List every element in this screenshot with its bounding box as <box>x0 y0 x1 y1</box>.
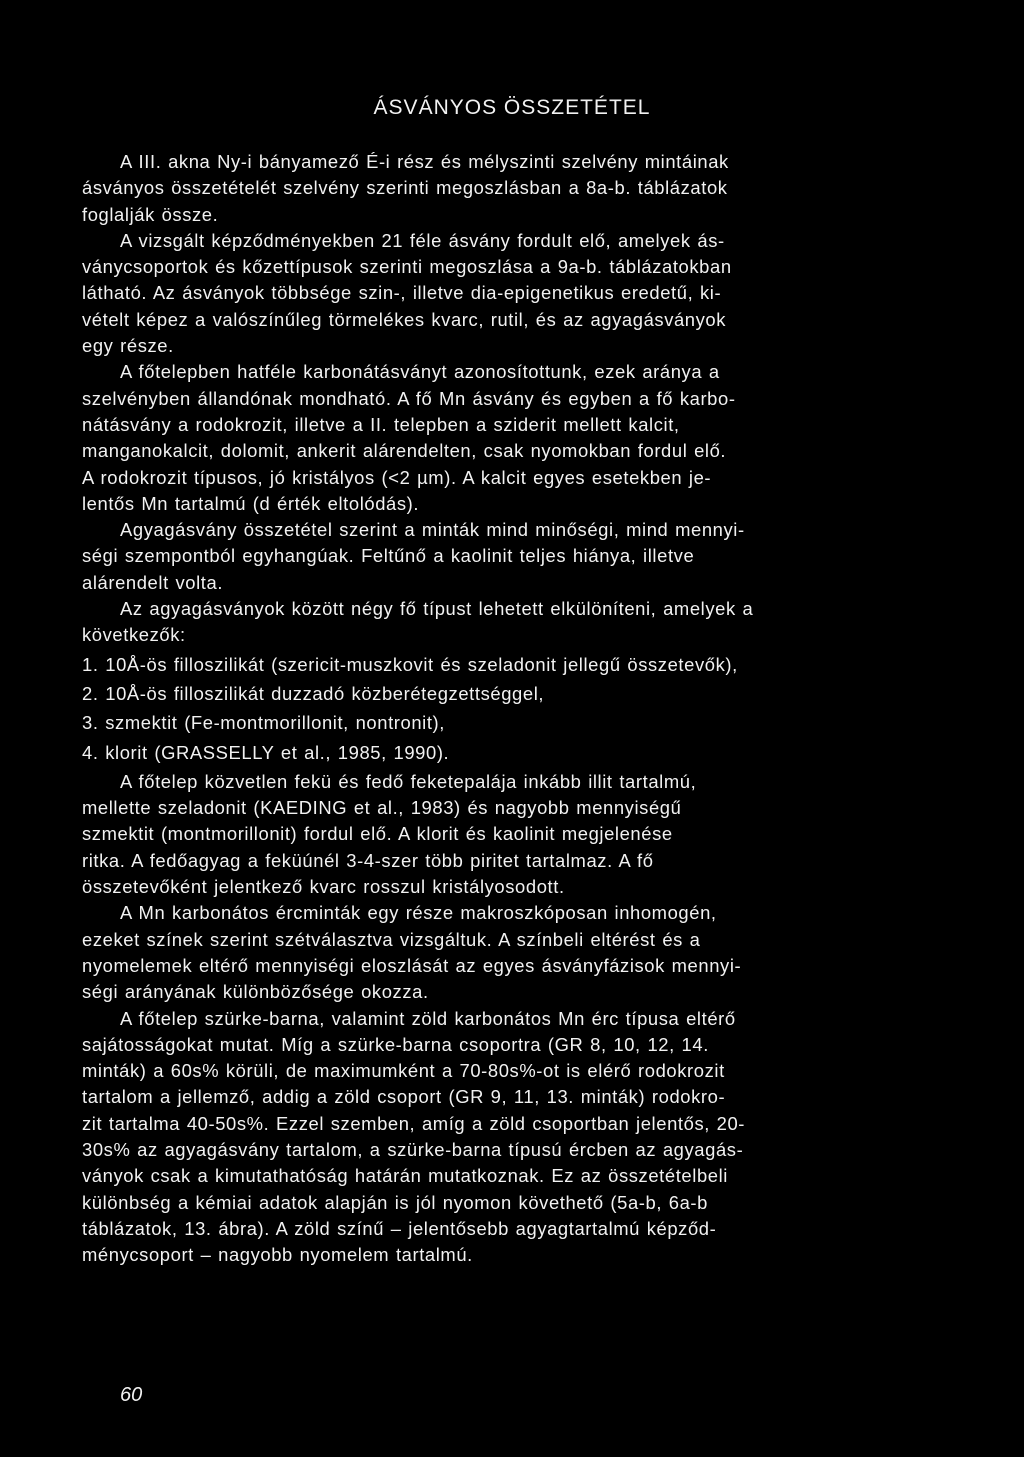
text-line: foglalják össze. <box>82 203 219 225</box>
text-line: A rodokrozit típusos, jó kristályos (<2 µm). A kalcit egyes esetekben je- <box>82 466 712 488</box>
text-line: látható. Az ásványok többsége szin-, illetve dia-epigenetikus eredetű, ki- <box>82 282 722 304</box>
text-line: szmektit (montmorillonit) fordul elő. A klorit és kaolinit megjelenése <box>82 823 673 845</box>
text-line: manganokalcit, dolomit, ankerit alárendelten, csak nyomokban fordul elő. <box>82 440 727 462</box>
text-line: A III. akna Ny-i bányamező É-i rész és mélyszinti szelvény mintáinak <box>120 151 729 172</box>
text-line: nátásvány a rodokrozit, illetve a II. telepben a sziderit mellett kalcit, <box>82 413 680 435</box>
body-text <box>82 149 948 1268</box>
text-line: összetevőként jelentkező kvarc rosszul kristályosodott. <box>82 876 565 898</box>
list-item: 4. klorit (GRASSELLY et al., 1985, 1990). <box>82 741 450 763</box>
text-line: sajátosságokat mutat. Míg a szürke-barna csoportra (GR 8, 10, 12, 14. <box>82 1033 709 1055</box>
text-line: táblázatok, 13. ábra). A zöld színű – jelentősebb agyagtartalmú képződ- <box>82 1217 717 1239</box>
section-title: ÁSVÁNYOS ÖSSZETÉTEL <box>373 96 651 119</box>
text-line: Agyagásvány összetétel szerint a minták mind minőségi, mind mennyi- <box>120 519 745 541</box>
text-line: A vizsgált képződményekben 21 féle ásvány fordult elő, amelyek ás- <box>120 229 725 251</box>
text-line: ménycsoport – nagyobb nyomelem tartalmú. <box>82 1244 473 1266</box>
text-line: alárendelt volta. <box>82 571 224 593</box>
text-line: szelvényben állandónak mondható. A fő Mn ásvány és egyben a fő karbo- <box>82 387 736 409</box>
list-item: 3. szmektit (Fe-montmorillonit, nontronit), <box>82 712 445 734</box>
text-line: lentős Mn tartalmú (d érték eltolódás). <box>82 492 420 514</box>
text-line: ványok csak a kimutathatóság határán mutatkoznak. Ez az összetételbeli <box>82 1165 728 1187</box>
text-line: A főtelep szürke-barna, valamint zöld karbonátos Mn érc típusa eltérő <box>120 1007 736 1029</box>
text-line: egy része. <box>82 335 174 357</box>
text-line: zit tartalma 40-50s%. Ezzel szemben, amíg a zöld csoportban jelentős, 20- <box>82 1112 746 1134</box>
text-line: A főtelepben hatféle karbonátásványt azonosítottunk, ezek aránya a <box>120 361 720 383</box>
text-line: mellette szeladonit (KAEDING et al., 1983) és nagyobb mennyiségű <box>82 797 682 819</box>
text-line: ritka. A fedőagyag a feküúnél 3-4-szer több piritet tartalmaz. A fő <box>82 849 654 871</box>
text-line: Az agyagásványok között négy fő típust lehetett elkülöníteni, amelyek a <box>120 598 754 620</box>
text-line: következők: <box>82 624 186 646</box>
text-line: ségi arányának különbözősége okozza. <box>82 981 429 1003</box>
text-line: ségi szempontból egyhangúak. Feltűnő a kaolinit teljes hiánya, illetve <box>82 545 695 567</box>
text-line: ezeket színek szerint szétválasztva vizsgáltuk. A színbeli eltérést és a <box>82 928 701 950</box>
text-line: különbség a kémiai adatok alapján is jól nyomon követhető (5a-b, 6a-b <box>82 1191 708 1213</box>
text-line: minták) a 60s% körüli, de maximumként a 70-80s%-ot is elérő rodokrozit <box>82 1060 725 1082</box>
text-line: nyomelemek eltérő mennyiségi eloszlását az egyes ásványfázisok mennyi- <box>82 954 742 976</box>
text-line: ványcsoportok és kőzettípusok szerinti megoszlása a 9a-b. táblázatokban <box>82 256 732 278</box>
text-line: 30s% az agyagásvány tartalom, a szürke-barna típusú ércben az agyagás- <box>82 1138 744 1160</box>
page-number: 60 <box>120 1384 143 1406</box>
text-line: A Mn karbonátos ércminták egy része makroszkóposan inhomogén, <box>120 902 717 924</box>
text-line: A főtelep közvetlen fekü és fedő feketepalája inkább illit tartalmú, <box>120 770 697 792</box>
text-line: ásványos összetételét szelvény szerinti megoszlásban a 8a-b. táblázatok <box>82 177 728 199</box>
list-item: 2. 10Å-ös filloszilikát duzzadó közberétegzettséggel, <box>82 682 545 704</box>
text-line: vételt képez a valószínűleg törmelékes kvarc, rutil, és az agyagásványok <box>82 308 727 330</box>
list-item: 1. 10Å-ös filloszilikát (szericit-muszkovit és szeladonit jellegű összetevők), <box>82 653 738 675</box>
text-line: tartalom a jellemző, addig a zöld csoport (GR 9, 11, 13. minták) rodokro- <box>82 1086 726 1108</box>
